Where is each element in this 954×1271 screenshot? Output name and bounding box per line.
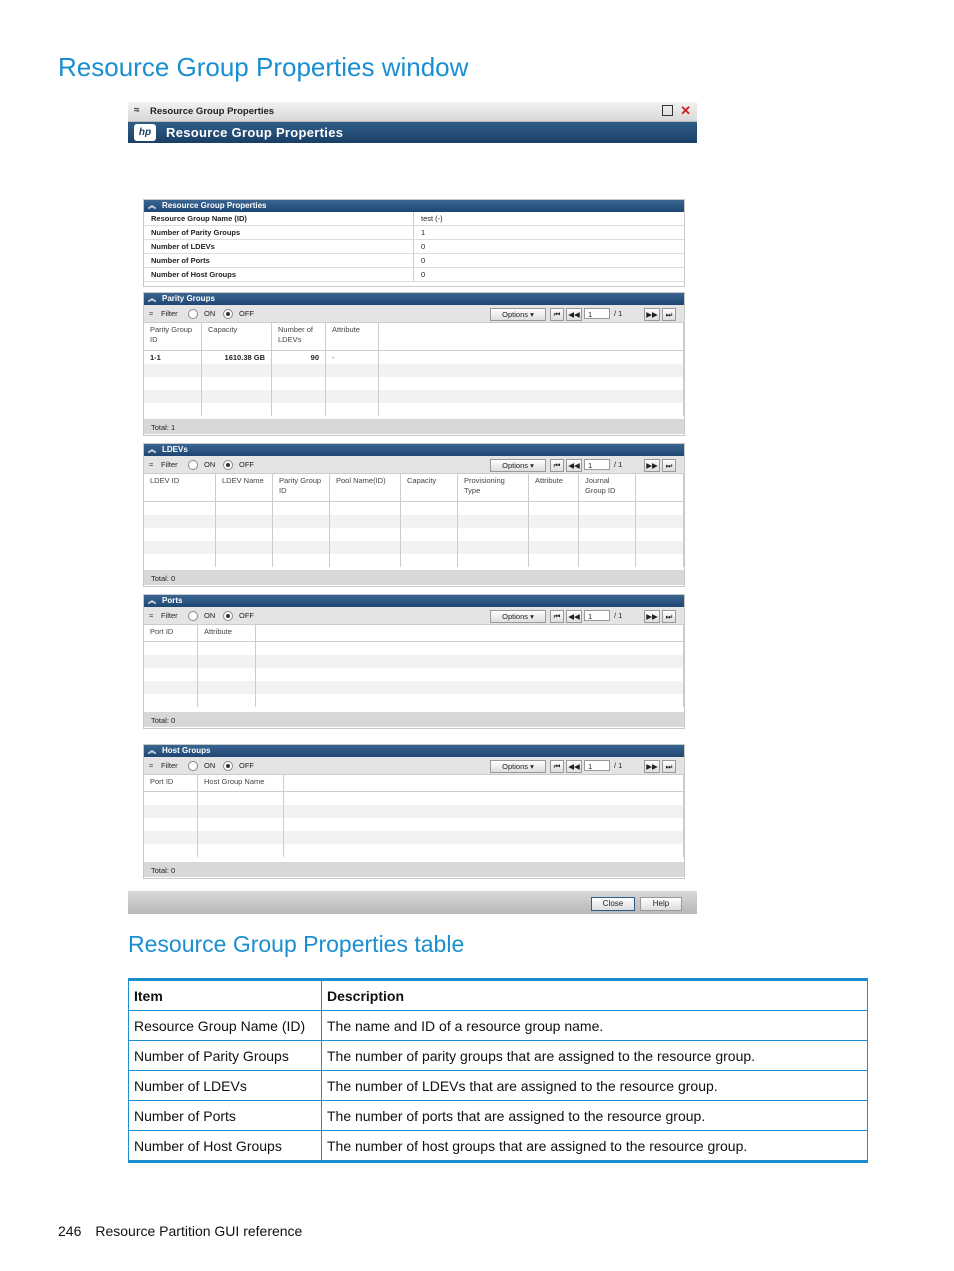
table-row: [144, 515, 684, 528]
last-page-button[interactable]: ⏭: [662, 308, 676, 321]
close-icon[interactable]: ✕: [680, 103, 691, 118]
item-cell: Number of Parity Groups: [129, 1041, 322, 1071]
table-row: [144, 541, 684, 554]
page-input[interactable]: 1: [584, 610, 610, 621]
total-label: Total: 0: [151, 716, 176, 725]
column-header[interactable]: Journal Group ID: [579, 474, 636, 502]
ldevs-total: [144, 570, 684, 585]
ldevs-panel: [143, 443, 685, 587]
table-row: [144, 642, 684, 656]
page-total: / 1: [614, 309, 623, 318]
footer-section: Resource Partition GUI reference: [95, 1223, 303, 1239]
maximize-icon[interactable]: [662, 105, 673, 116]
table-row: [129, 1041, 868, 1071]
properties-description-table: [128, 978, 868, 1163]
filter-on-radio[interactable]: [188, 761, 198, 771]
filter-off-radio[interactable]: [223, 761, 233, 771]
last-page-button[interactable]: ⏭: [662, 760, 676, 773]
first-page-button[interactable]: ⏮: [550, 610, 564, 623]
item-cell: Number of LDEVs: [129, 1071, 322, 1101]
property-value: 0: [414, 268, 685, 282]
cell: 90: [272, 351, 326, 365]
total-label: Total: 0: [151, 574, 176, 583]
options-label: Options: [502, 461, 528, 470]
host-groups-header[interactable]: [144, 745, 684, 757]
chevron-up-icon: ︽: [148, 201, 156, 210]
table-row: [144, 668, 684, 681]
column-header: Description: [322, 980, 868, 1011]
filter-on-label: ON: [204, 761, 216, 770]
property-row: [144, 240, 684, 254]
ports-toolbar: [144, 607, 684, 625]
parity-groups-table: [144, 323, 684, 416]
column-header[interactable]: Attribute: [326, 323, 379, 351]
ports-header[interactable]: [144, 595, 684, 607]
table-row: [144, 805, 684, 818]
filter-off-label: OFF: [239, 611, 254, 620]
collapse-icon: ≈: [134, 105, 140, 116]
table-row[interactable]: [144, 351, 684, 365]
filter-off-label: OFF: [239, 309, 254, 318]
description-cell: The number of host groups that are assigned to the resource group.: [322, 1131, 868, 1162]
column-header: Item: [129, 980, 322, 1011]
page-title: Resource Group Properties window: [58, 52, 469, 82]
description-cell: The name and ID of a resource group name.: [322, 1011, 868, 1041]
table-row: [144, 694, 684, 707]
panel-title: Host Groups: [162, 746, 211, 755]
table-row: [129, 1071, 868, 1101]
filter-icon: ≈: [149, 611, 154, 620]
total-label: Total: 0: [151, 866, 176, 875]
column-header[interactable]: Port ID: [144, 625, 198, 642]
table-row: [144, 655, 684, 668]
header-row: [144, 474, 684, 502]
options-button[interactable]: Options ▾: [490, 459, 546, 472]
ldevs-header[interactable]: [144, 444, 684, 456]
filter-icon: ≈: [149, 460, 154, 469]
page-total: / 1: [614, 761, 623, 770]
options-button[interactable]: Options ▾: [490, 308, 546, 321]
column-header-empty: [284, 775, 684, 792]
description-cell: The number of ports that are assigned to the resource group.: [322, 1101, 868, 1131]
last-page-button[interactable]: ⏭: [662, 610, 676, 623]
table-row: [144, 364, 684, 377]
window-footer: [128, 891, 697, 914]
filter-on-radio[interactable]: [188, 309, 198, 319]
hp-logo: hp: [134, 124, 156, 141]
column-header[interactable]: Port ID: [144, 775, 198, 792]
ports-panel: [143, 594, 685, 729]
table-row: [144, 403, 684, 416]
column-header[interactable]: Capacity: [401, 474, 458, 502]
filter-on-label: ON: [204, 611, 216, 620]
ldevs-table: [144, 474, 684, 567]
column-header[interactable]: Attribute: [529, 474, 579, 502]
filter-label: Filter: [161, 309, 178, 318]
window-titlebar: [128, 102, 697, 122]
options-button[interactable]: Options ▾: [490, 610, 546, 623]
window-banner: [128, 122, 697, 143]
chevron-up-icon: ︽: [148, 746, 156, 755]
item-cell: Number of Ports: [129, 1101, 322, 1131]
filter-label: Filter: [161, 611, 178, 620]
chevron-up-icon: ︽: [148, 445, 156, 454]
window-title: Resource Group Properties: [150, 106, 275, 117]
header-row: [144, 323, 684, 351]
description-cell: The number of parity groups that are assigned to the resource group.: [322, 1041, 868, 1071]
filter-icon: ≈: [149, 309, 154, 318]
prev-page-button[interactable]: ◀◀: [566, 459, 582, 472]
first-page-button[interactable]: ⏮: [550, 459, 564, 472]
table-row: [129, 1131, 868, 1162]
ldevs-toolbar: [144, 456, 684, 474]
cell: 1-1: [144, 351, 202, 365]
property-label: Number of Parity Groups: [144, 226, 414, 240]
page-total: / 1: [614, 611, 623, 620]
cell: 1610.38 GB: [202, 351, 272, 365]
next-page-button[interactable]: ▶▶: [644, 308, 660, 321]
parity-groups-panel: [143, 292, 685, 436]
page-input[interactable]: 1: [584, 760, 610, 771]
page-total: / 1: [614, 460, 623, 469]
parity-groups-header[interactable]: [144, 293, 684, 305]
properties-panel: [143, 199, 685, 287]
prev-page-button[interactable]: ◀◀: [566, 308, 582, 321]
prev-page-button[interactable]: ◀◀: [566, 610, 582, 623]
panel-title: Ports: [162, 596, 183, 605]
table-row: [144, 844, 684, 857]
options-label: Options: [502, 310, 528, 319]
filter-label: Filter: [161, 460, 178, 469]
parity-groups-total: [144, 419, 684, 434]
filter-off-label: OFF: [239, 460, 254, 469]
column-header[interactable]: Pool Name(ID): [330, 474, 401, 502]
chevron-up-icon: ︽: [148, 596, 156, 605]
table-row: [144, 554, 684, 567]
options-label: Options: [502, 762, 528, 771]
property-row: [144, 254, 684, 268]
last-page-button[interactable]: ⏭: [662, 459, 676, 472]
column-header-empty: [256, 625, 684, 642]
page-input[interactable]: 1: [584, 459, 610, 470]
table-row: [144, 502, 684, 516]
filter-on-radio[interactable]: [188, 460, 198, 470]
filter-off-label: OFF: [239, 761, 254, 770]
close-button[interactable]: Close: [591, 897, 635, 911]
total-label: Total: 1: [151, 423, 176, 432]
table-row: [129, 1011, 868, 1041]
filter-on-radio[interactable]: [188, 611, 198, 621]
column-header[interactable]: Parity Group ID: [144, 323, 202, 351]
ports-total: [144, 712, 684, 727]
host-groups-toolbar: [144, 757, 684, 775]
host-groups-table: [144, 775, 684, 857]
filter-on-label: ON: [204, 460, 216, 469]
properties-panel-header[interactable]: [144, 200, 684, 212]
next-page-button[interactable]: ▶▶: [644, 610, 660, 623]
filter-label: Filter: [161, 761, 178, 770]
filter-off-radio[interactable]: [223, 309, 233, 319]
cell: -: [326, 351, 379, 365]
property-label: Resource Group Name (ID): [144, 212, 414, 226]
column-header[interactable]: Number of LDEVs: [272, 323, 326, 351]
first-page-button[interactable]: ⏮: [550, 308, 564, 321]
host-groups-total: [144, 862, 684, 877]
item-cell: Resource Group Name (ID): [129, 1011, 322, 1041]
table-title: Resource Group Properties table: [128, 931, 465, 957]
column-header-empty: [636, 474, 684, 502]
panel-title: Resource Group Properties: [162, 201, 267, 210]
table-row: [144, 528, 684, 541]
table-row: [144, 831, 684, 844]
page-number: 246: [58, 1223, 82, 1239]
table-row: [144, 792, 684, 806]
property-label: Number of LDEVs: [144, 240, 414, 254]
next-page-button[interactable]: ▶▶: [644, 459, 660, 472]
property-row: [144, 268, 684, 282]
column-header[interactable]: LDEV Name: [216, 474, 273, 502]
property-value: 1: [414, 226, 685, 240]
property-label: Number of Host Groups: [144, 268, 414, 282]
column-header[interactable]: Attribute: [198, 625, 256, 642]
column-header[interactable]: Capacity: [202, 323, 272, 351]
filter-off-radio[interactable]: [223, 611, 233, 621]
panel-title: LDEVs: [162, 445, 188, 454]
property-row: [144, 226, 684, 240]
property-value: test (-): [414, 212, 685, 226]
column-header-empty: [379, 323, 684, 351]
description-cell: The number of LDEVs that are assigned to the resource group.: [322, 1071, 868, 1101]
filter-off-radio[interactable]: [223, 460, 233, 470]
panel-title: Parity Groups: [162, 294, 215, 303]
options-button[interactable]: Options ▾: [490, 760, 546, 773]
table-row: [144, 681, 684, 694]
header-row: [129, 980, 868, 1011]
filter-icon: ≈: [149, 761, 154, 770]
column-header[interactable]: Provisioning Type: [458, 474, 529, 502]
parity-groups-toolbar: [144, 305, 684, 323]
property-row: [144, 212, 684, 226]
prev-page-button[interactable]: ◀◀: [566, 760, 582, 773]
chevron-up-icon: ︽: [148, 294, 156, 303]
ports-table: [144, 625, 684, 707]
page-footer: [58, 1223, 302, 1239]
cell: [379, 351, 684, 365]
host-groups-panel: [143, 744, 685, 879]
property-value: 0: [414, 240, 685, 254]
property-label: Number of Ports: [144, 254, 414, 268]
options-label: Options: [502, 612, 528, 621]
table-row: [144, 818, 684, 831]
column-header[interactable]: Host Group Name: [198, 775, 284, 792]
filter-on-label: ON: [204, 309, 216, 318]
help-button[interactable]: Help: [640, 897, 682, 911]
first-page-button[interactable]: ⏮: [550, 760, 564, 773]
page-input[interactable]: 1: [584, 308, 610, 319]
banner-title: Resource Group Properties: [166, 125, 344, 140]
resource-group-properties-window: [128, 102, 697, 914]
table-row: [144, 390, 684, 403]
table-row: [129, 1101, 868, 1131]
header-row: [144, 625, 684, 642]
column-header[interactable]: LDEV ID: [144, 474, 216, 502]
property-value: 0: [414, 254, 685, 268]
item-cell: Number of Host Groups: [129, 1131, 322, 1162]
next-page-button[interactable]: ▶▶: [644, 760, 660, 773]
column-header[interactable]: Parity Group ID: [273, 474, 330, 502]
header-row: [144, 775, 684, 792]
table-row: [144, 377, 684, 390]
properties-table: [144, 212, 684, 282]
